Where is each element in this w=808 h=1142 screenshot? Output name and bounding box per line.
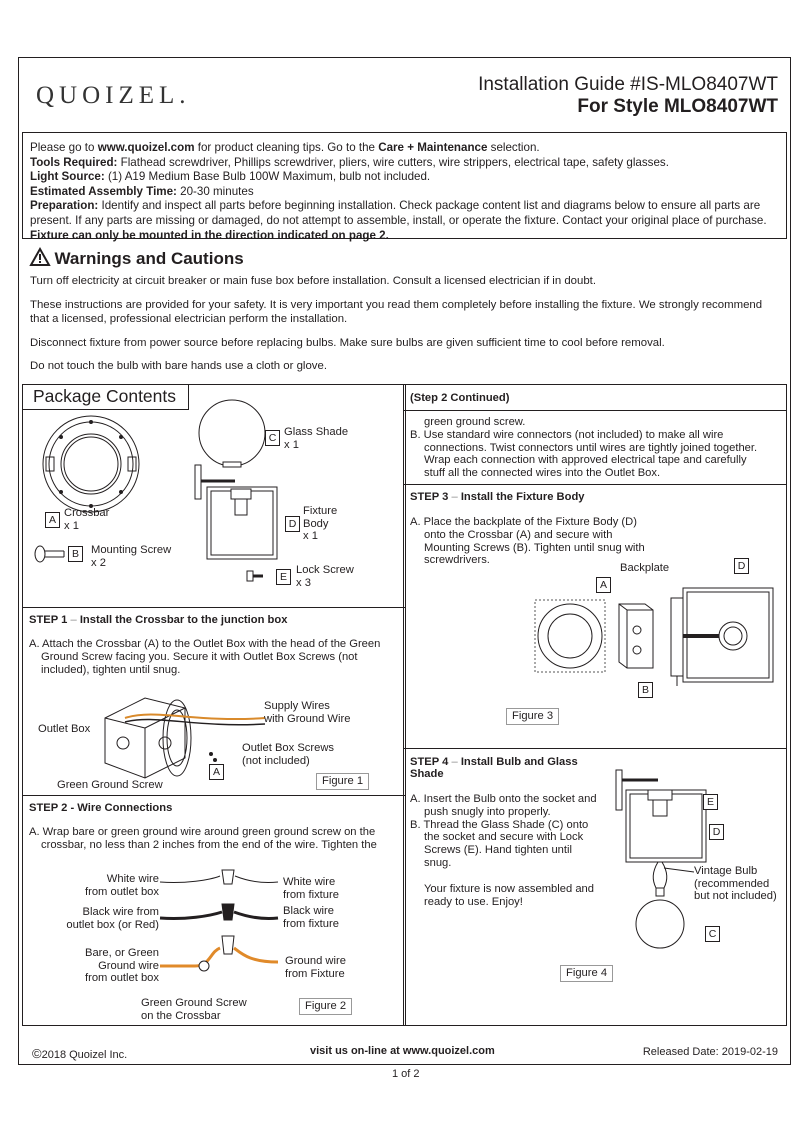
glass-shade-drawing bbox=[197, 398, 267, 468]
step1-divider bbox=[22, 607, 406, 608]
label-backplate: Backplate bbox=[620, 562, 670, 574]
figure3-drawing bbox=[533, 580, 793, 690]
step2c-divider bbox=[403, 410, 787, 411]
released-date: Released Date: 2019-02-19 bbox=[642, 1046, 778, 1058]
figure2-label: Figure 2 bbox=[299, 998, 352, 1015]
fig3-letter-a: A bbox=[596, 577, 611, 593]
part-a-label: Crossbar x 1 bbox=[64, 507, 110, 532]
label-white-wire-outlet: White wire from outlet box bbox=[85, 873, 159, 898]
fig4-letter-e: E bbox=[703, 794, 718, 810]
label-vintage-bulb: Vintage Bulb (recommended but not included) bbox=[694, 865, 777, 903]
step4-divider bbox=[403, 748, 787, 749]
label-outlet-box-screws: Outlet Box Screws (not included) bbox=[242, 742, 335, 767]
fig3-letter-b: B bbox=[638, 682, 653, 698]
part-letter-a: A bbox=[45, 512, 60, 528]
step3-heading: STEP 3 – Install the Fixture Body bbox=[410, 491, 585, 503]
step2-text: A. Wrap bare or green ground wire around green ground screw on the crossbar, no less than 2 inches from the end of the wire. Tighten the bbox=[29, 826, 377, 851]
warnings-list: Turn off electricity at circuit breaker or main fuse box before installation. Consult a licensed electrician if in doubt. These instructions are provided for your safety. It is very important you read them completely before installing the fixture. We strongly recommend that a licensed, professional electrician perform the installation. Disconnect fixture from power source before replacing bulbs. Make sure bulbs are given sufficient time to cool before removal. Do not touch the bulb with bare hands use a cloth or glove. bbox=[30, 275, 763, 372]
right-column-frame bbox=[403, 384, 787, 1026]
figure4-label: Figure 4 bbox=[560, 965, 613, 982]
step3-text: A. Place the backplate of the Fixture Body (D) onto the Crossbar (A) and secure with Mounting Screws (B). Tighten until snug with screwdrivers. bbox=[410, 516, 645, 567]
label-white-wire-fixture: White wire from fixture bbox=[283, 876, 339, 901]
label-ground-wire-fixture: Ground wire from Fixture bbox=[285, 955, 346, 980]
part-letter-c: C bbox=[265, 430, 280, 446]
step2-continued-text: green ground screw. B. Use standard wire connectors (not included) to make all wire connections. Twist connectors until wires are tightly joined together. Wrap each connection with approved electrical tape and carefully stuff all the connected wires into the Outlet Box. bbox=[410, 416, 758, 480]
lock-screw-drawing bbox=[247, 570, 267, 584]
crossbar-drawing bbox=[36, 412, 146, 522]
fixture-body-drawing bbox=[195, 465, 285, 565]
guide-title: Installation Guide #IS-MLO8407WT bbox=[478, 74, 778, 95]
warning-heading: Warnings and Cautions bbox=[30, 248, 244, 269]
step3-divider bbox=[403, 484, 787, 485]
part-d-label: Fixture Body x 1 bbox=[303, 505, 338, 543]
label-ground-wire-outlet: Bare, or Green Ground wire from outlet box bbox=[85, 947, 159, 985]
step1-heading: STEP 1 – Install the Crossbar to the junction box bbox=[29, 614, 288, 626]
figure3-label: Figure 3 bbox=[506, 708, 559, 725]
part-letter-d: D bbox=[285, 516, 300, 532]
style-title: For Style MLO8407WT bbox=[577, 96, 778, 117]
part-letter-b: B bbox=[68, 546, 83, 562]
step2-divider bbox=[22, 795, 406, 796]
figure2-drawing bbox=[160, 862, 290, 982]
copyright-icon: © bbox=[32, 1046, 42, 1061]
part-c-label: Glass Shade x 1 bbox=[284, 426, 349, 451]
label-outlet-box: Outlet Box bbox=[38, 723, 91, 735]
intro-text: Please go to www.quoizel.com for product cleaning tips. Go to the Care + Maintenance selection. Tools Required: Flathead screwdriver, Phillips screwdriver, pliers, wire cutters, wire strippers, electrical tape, safety glasses. Light Source: (1) A19 Medium Base Bulb 100W Maximum, bulb not included. Estimated Assembly Time: 20-30 minutes Preparation: Identify and inspect all parts before beginning installation. Check package content list and diagrams below to ensure all parts are present. If any parts are missing or damaged, do not attempt to assemble, install, or operate the fixture. Contact your original place of purchase. Fixture can only be mounted in the direction indicated on page 2. bbox=[30, 141, 767, 242]
figure1-label: Figure 1 bbox=[316, 773, 369, 790]
label-green-ground-screw: Green Ground Screw bbox=[57, 779, 163, 791]
fig4-letter-d: D bbox=[709, 824, 724, 840]
step4-text: A. Insert the Bulb onto the socket and push snugly into properly. B. Thread the Glass Shade (C) onto the socket and secure with Lock Screws (E). Hand tighten until snug. Your fixture is now assembled and ready to use. Enjoy! bbox=[410, 793, 597, 908]
step1-text: A. Attach the Crossbar (A) to the Outlet Box with the head of the Green Ground Screw facing you. Secure it with Outlet Box Screws (not included), tighten until snug. bbox=[29, 638, 381, 676]
package-title: Package Contents bbox=[33, 386, 177, 406]
label-black-wire-outlet: Black wire from outlet box (or Red) bbox=[66, 906, 159, 931]
page-number: 1 of 2 bbox=[392, 1068, 420, 1080]
step2-continued-heading: (Step 2 Continued) bbox=[410, 392, 510, 404]
brand-logo: QUOIZEL. bbox=[36, 82, 191, 109]
fig1-letter-a: A bbox=[209, 764, 224, 780]
figure1-drawing bbox=[95, 688, 275, 788]
visit-online[interactable]: visit us on-line at www.quoizel.com bbox=[310, 1045, 495, 1057]
step2-heading: STEP 2 - Wire Connections bbox=[29, 802, 173, 814]
step4-heading: STEP 4 – Install Bulb and Glass Shade bbox=[410, 756, 578, 780]
copyright: ©2018 Quoizel Inc. bbox=[32, 1046, 128, 1061]
label-black-wire-fixture: Black wire from fixture bbox=[283, 905, 339, 930]
label-supply-wires: Supply Wires with Ground Wire bbox=[264, 700, 351, 725]
fig4-letter-c: C bbox=[705, 926, 720, 942]
part-b-label: Mounting Screw x 2 bbox=[91, 544, 172, 569]
part-letter-e: E bbox=[276, 569, 291, 585]
warning-icon bbox=[30, 248, 50, 266]
website-link[interactable]: www.quoizel.com bbox=[97, 141, 195, 154]
label-ground-screw-crossbar: Green Ground Screw on the Crossbar bbox=[141, 997, 247, 1022]
part-e-label: Lock Screw x 3 bbox=[296, 564, 354, 589]
fig3-letter-d: D bbox=[734, 558, 749, 574]
